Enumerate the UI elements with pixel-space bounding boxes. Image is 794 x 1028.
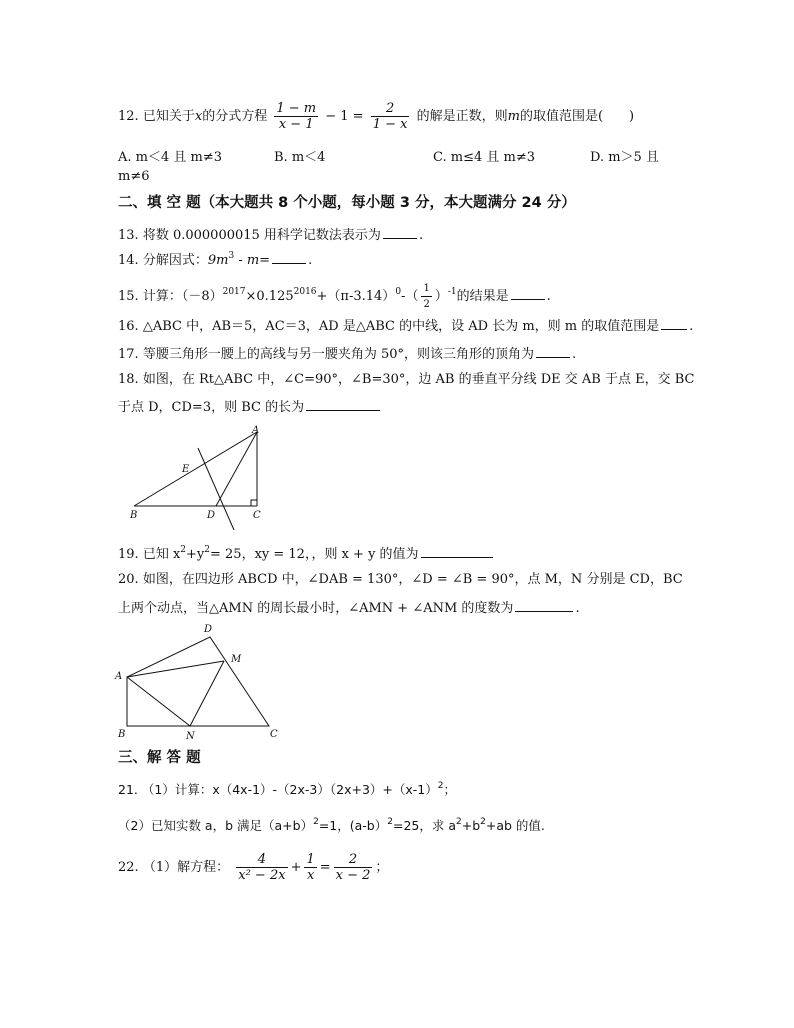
- question-18: 18. 如图，在 Rt△ABC 中，∠C=90°，∠B=30°，边 AB 的垂直平分线 DE 交 AB 于点 E，交 BC: [118, 372, 695, 387]
- label-a: A: [252, 425, 260, 436]
- question-20-line2: 上两个动点，当△AMN 的周长最小时，∠AMN + ∠ANM 的度数为 .: [118, 601, 580, 616]
- side-ab: [134, 432, 257, 506]
- question-16: 16. △ABC 中，AB＝5，AC＝3，AD 是△ABC 的中线，设 AD 长为 m，则 m 的取值范围是 .: [118, 319, 694, 334]
- question-19: 19. 已知 $x^2+y^2= 25$，xy = 12，，则 x + y 的值为: [118, 545, 495, 564]
- label-m: M: [231, 654, 242, 665]
- quadrilateral-abcd: [127, 637, 269, 726]
- segment-mn: [190, 661, 224, 726]
- question-21: 21. （1）计算：$x(4x-1)-(2x-3)(2x+3)+(x-1)^2$；: [118, 781, 456, 797]
- section-heading-answer: 三、解 答 题: [118, 750, 201, 766]
- label-c: C: [253, 510, 261, 521]
- question-17: 17. 等腰三角形一腰上的高线与另一腰夹角为 50°，则该三角形的顶角为 .: [118, 347, 577, 362]
- question-12: 12. 已知关于x的分式方程 $\frac{1 - m}{x - 1}$ − 1 = $\frac{2}{1 - x}$ 的解是正数，则m的取值范围是( ): [118, 101, 635, 132]
- right-angle-mark: [251, 500, 257, 506]
- option-c: C. m≤4 且 m≠3: [433, 150, 535, 165]
- option-a: A. m＜4 且 m≠3: [118, 150, 223, 165]
- question-20: 20. 如图，在四边形 ABCD 中，∠DAB = 130°，∠D = ∠B = 90°，点 M，N 分别是 CD，BC: [118, 572, 683, 587]
- figure-20-quadrilateral: [112, 620, 292, 742]
- answer-blank: [306, 398, 380, 411]
- answer-blank: [661, 317, 687, 330]
- fraction: $\frac{1}{2}$: [423, 283, 430, 310]
- label-d: D: [204, 624, 213, 635]
- question-22: 22. （1）解方程： $\frac{4}{\text{x² − 2x}}$ + $\frac{1}{x}$ = $\frac{2}{x - 2}$ ；: [118, 852, 389, 883]
- question-18-line2: 于点 D，CD=3，则 BC 的长为: [118, 398, 382, 416]
- fraction: $\frac{2}{x - 2}$: [335, 852, 371, 883]
- fraction: $\frac{4}{\text{x² − 2x}}$: [238, 852, 286, 883]
- question-14: 14. 分解因式：$9m^3 - m=$ .: [118, 251, 313, 268]
- label-b: B: [130, 510, 138, 521]
- answer-blank: [383, 226, 417, 239]
- label-n: N: [186, 731, 195, 742]
- line-ad: [216, 432, 257, 506]
- option-b: B. m＜4: [274, 150, 326, 165]
- fraction: $\frac{2}{1 - x}$: [372, 101, 408, 132]
- question-number: 12.: [118, 109, 139, 124]
- answer-blank: [515, 599, 573, 612]
- label-c: C: [270, 729, 278, 740]
- label-e: E: [182, 464, 190, 475]
- segment-an: [127, 677, 190, 726]
- answer-blank: [511, 287, 545, 300]
- figure-18-triangle: [122, 422, 272, 532]
- option-d-continued: m≠6: [118, 169, 150, 184]
- fraction: $\frac{1 - m}{x - 1}$: [276, 101, 317, 132]
- label-b: B: [118, 729, 126, 740]
- fraction: $\frac{1}{x}$: [306, 852, 315, 883]
- question-15: 15. 计算：$(-8)^{2017}\times 0.125^{2016}+(\pi-3.14)^0-$（ $\frac{1}{2}$ ）$^{-1}$的结果是 .: [118, 283, 551, 310]
- answer-blank: [421, 545, 493, 558]
- question-21-part2: （2）已知实数 a，b 满足$(a+b)^2=1$，(a-b）$^2$=25，求 $a^2+b^2+ab$ 的值.: [118, 817, 545, 833]
- label-d: D: [207, 510, 216, 521]
- answer-blank: [272, 251, 306, 264]
- perpendicular-bisector-de: [198, 448, 234, 530]
- question-13: 13. 将数 0.000000015 用科学记数法表示为 .: [118, 228, 424, 243]
- answer-blank: [536, 345, 570, 358]
- section-heading-fill-in: 二、填 空 题（本大题共 8 个小题，每小题 3 分，本大题满分 24 分）: [118, 195, 576, 211]
- segment-am: [127, 661, 224, 677]
- option-d: D. m＞5 且: [590, 150, 659, 165]
- label-a: A: [115, 671, 123, 682]
